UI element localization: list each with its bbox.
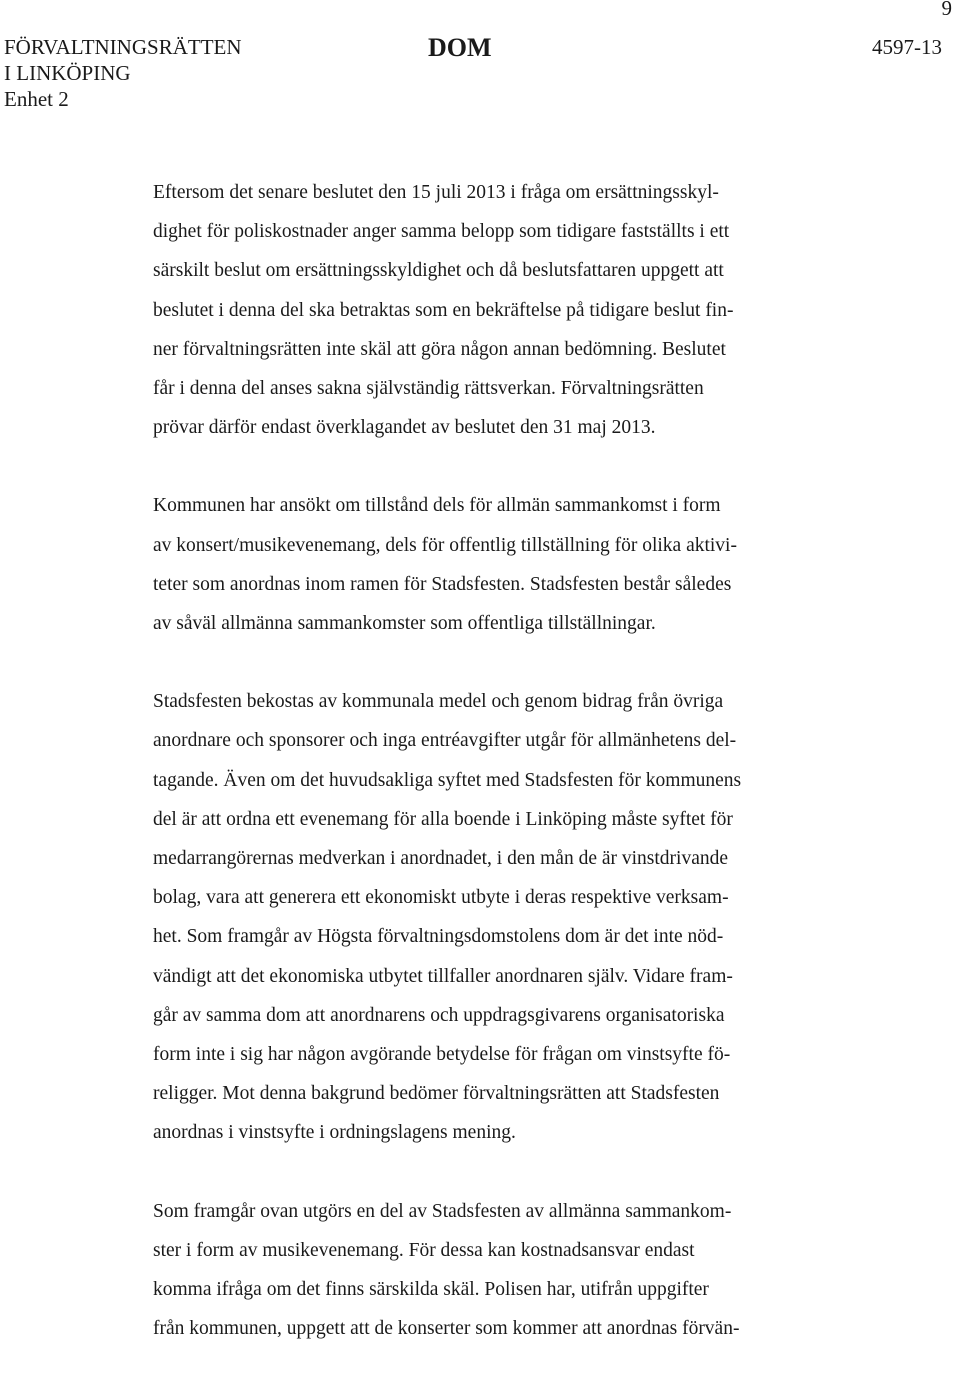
body-paragraph	[153, 682, 853, 1152]
document-header	[4, 34, 942, 114]
paragraph-line: Kommunen har ansökt om tillstånd dels för allmän sammankomst i form	[153, 495, 721, 517]
page-number: 9	[941, 0, 952, 20]
paragraph-line: bolag, vara att generera ett ekonomiskt utbyte i deras respektive verksam-	[153, 887, 729, 909]
paragraph-line: Eftersom det senare beslutet den 15 juli 2013 i fråga om ersättningsskyl-	[153, 182, 719, 203]
paragraph-line: anordnare och sponsorer och inga entréavgifter utgår för allmänhetens del-	[153, 730, 737, 752]
paragraph-line: het. Som framgår av Högsta förvaltningsdomstolens dom är det inte nöd-	[153, 926, 724, 948]
paragraph-line: Stadsfesten bekostas av kommunala medel och genom bidrag från övriga	[153, 691, 724, 713]
paragraph-line: vändigt att det ekonomiska utbytet tillfaller anordnaren själv. Vidare fram-	[153, 965, 733, 987]
document-type: DOM	[428, 33, 492, 62]
paragraph-line: dighet för poliskostnader anger samma belopp som tidigare fastställts i ett	[153, 221, 730, 243]
paragraph-line: tagande. Även om det huvudsakliga syftet med Stadsfesten för kommunens	[153, 769, 742, 791]
paragraph-line: beslutet i denna del ska betraktas som en bekräftelse på tidigare beslut fin-	[153, 299, 734, 321]
paragraph-line: av konsert/musikevenemang, dels för offentlig tillställning för olika aktivi-	[153, 534, 737, 556]
paragraph-line: Som framgår ovan utgörs en del av Stadsfesten av allmänna sammankom-	[153, 1200, 732, 1222]
court-line: FÖRVALTNINGSRÄTTEN	[4, 35, 242, 59]
body-paragraph	[153, 173, 853, 447]
paragraph-line: form inte i sig har någon avgörande betydelse för frågan om vinstsyfte fö-	[153, 1044, 731, 1066]
paragraph-line: av såväl allmänna sammankomster som offentliga tillställningar.	[153, 613, 656, 635]
paragraph-line: teter som anordnas inom ramen för Stadsfesten. Stadsfesten består således	[153, 573, 732, 595]
paragraph-line: ner förvaltningsrätten inte skäl att göra någon annan bedömning. Beslutet	[153, 338, 726, 360]
paragraph-line: får i denna del anses sakna självständig rättsverkan. Förvaltningsrätten	[153, 378, 704, 400]
paragraph-line: anordnas i vinstsyfte i ordningslagens mening.	[153, 1122, 516, 1144]
paragraph-line: religger. Mot denna bakgrund bedömer förvaltningsrätten att Stadsfesten	[153, 1083, 720, 1105]
case-number: 4597-13	[872, 35, 942, 59]
paragraph-line: prövar därför endast överklagandet av beslutet den 31 maj 2013.	[153, 417, 656, 439]
paragraph-line: särskilt beslut om ersättningsskyldighet och då beslutsfattaren uppgett att	[153, 260, 724, 282]
body-paragraph	[153, 486, 853, 643]
court-line: I LINKÖPING	[4, 61, 131, 85]
document-body	[153, 173, 853, 1387]
paragraph-line: komma ifråga om det finns särskilda skäl. Polisen har, utifrån uppgifter	[153, 1279, 709, 1301]
court-name	[4, 34, 242, 112]
paragraph-line: del är att ordna ett evenemang för alla boende i Linköping måste syftet för	[153, 808, 733, 830]
body-paragraph	[153, 1192, 853, 1349]
paragraph-line: från kommunen, uppgett att de konserter som kommer att anordnas förvän-	[153, 1318, 740, 1340]
paragraph-line: går av samma dom att anordnarens och uppdragsgivarens organisatoriska	[153, 1004, 725, 1026]
paragraph-line: ster i form av musikevenemang. För dessa kan kostnadsansvar endast	[153, 1239, 695, 1261]
court-line: Enhet 2	[4, 87, 69, 111]
paragraph-line: medarrangörernas medverkan i anordnadet, i den mån de är vinstdrivande	[153, 848, 729, 870]
